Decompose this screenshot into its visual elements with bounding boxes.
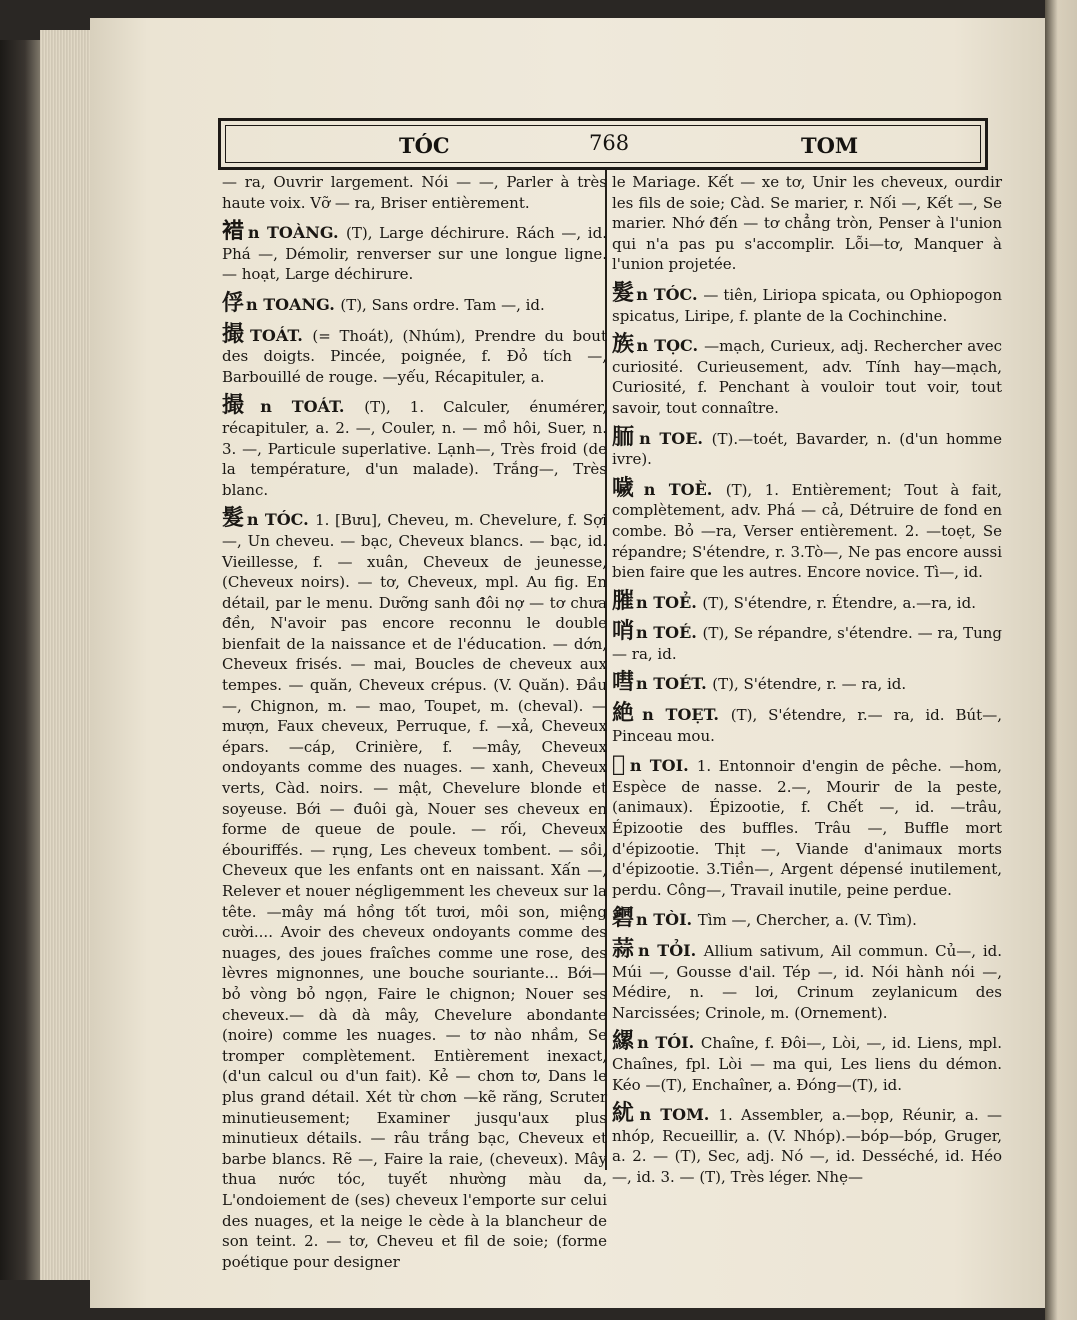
running-header — [218, 118, 988, 170]
entry-headword: n TOANG. — [246, 294, 341, 314]
dictionary-entry — [612, 618, 1002, 664]
dictionary-entry — [222, 218, 607, 285]
entry-headword: n TÓI. — [637, 1033, 701, 1053]
right-column — [612, 172, 1003, 1186]
chinese-character: 膗 — [612, 587, 635, 614]
chinese-character: 噦 — [612, 474, 642, 501]
chinese-character: 俘 — [222, 289, 245, 316]
dictionary-entry — [222, 320, 607, 388]
dictionary-entry — [222, 172, 607, 213]
entry-headword: n TOE. — [639, 428, 712, 448]
chinese-character: 髮 — [222, 505, 245, 532]
header-left-word: TÓC — [399, 133, 450, 158]
entry-definition: (T), S'étendre, r. Étendre, a.—ra, id. — [702, 593, 976, 612]
chinese-character: 紌 — [612, 1100, 638, 1127]
dictionary-entry — [612, 587, 1002, 614]
chinese-character: 縲 — [612, 1028, 636, 1055]
entry-definition: Tìm —, Chercher, a. (V. Tìm). — [697, 911, 917, 930]
entry-definition: (T).—toét, Bavarder, n. (d'un homme ivre). — [612, 429, 1002, 469]
entry-definition: 1. Assembler, a.—bọp, Réunir, a. —nhóp, Recueillir, a. (V. Nhóp).—bóp—bóp, Gruger, a. 2. — (T), Sec, adj. Nó —, id. Desséché, id. Héo —, id. 3. — (T), Très léger. Nhẹ— — [612, 1106, 1002, 1186]
entry-definition: Allium sativum, Ail commun. Củ—, id. Múi —, Gousse d'ail. Tép —, id. Nói hành nói —, Médire, n. — lơi, Crinum zeylanicum des Narcissées; Crinole, m. (Ornement). — [612, 942, 1002, 1022]
chinese-character: 胹 — [612, 423, 638, 450]
chinese-character: 嘒 — [612, 669, 635, 696]
entry-headword: n TOI. — [629, 756, 697, 776]
entry-headword: n TOÁT. — [260, 397, 365, 417]
entry-headword: n TỎI. — [638, 941, 704, 960]
entry-headword: n TOÈ. — [643, 479, 726, 499]
entry-headword: TOÁT. — [249, 325, 313, 345]
dictionary-entry — [612, 936, 1002, 1023]
chinese-character: 哨 — [612, 618, 635, 645]
entry-headword: n TOÀNG. — [247, 223, 347, 243]
dictionary-entry — [612, 1028, 1002, 1095]
entry-definition: (T), 1. Calculer, énumérer, récapituler, a. 2. —, Couler, n. — mồ hôi, Suer, n. 3. —, Particule superlative. Lạnh—, Très froid (de la température, d'un malade). Trắng—, Très blanc. — [222, 398, 607, 499]
facing-page-edge — [1045, 0, 1077, 1320]
entry-definition: (T), Se répandre, s'étendre. — ra, Tung — ra, id. — [612, 624, 1002, 663]
entry-definition: 1. [Bưu], Cheveu, m. Chevelure, f. Sợi —, Un cheveu. — bạc, Cheveux blancs. — bạc, id. Vieillesse, f. — xuân, Cheveux de jeunesse, (Cheveux noirs). — tơ, Cheveux, mpl. Au fig. En détail, par le menu. Dưỡng sanh đôi nợ — tơ chưa đền, N'avoir pas encore reconnu le double bienfait de la naissance et de l'éducation. — dớn, Cheveux frisés. — mai, Boucles de cheveux aux tempes. — quăn, Cheveux crépus. (V. Quăn). Đầu —, Chignon, m. — mao, Toupet, m. (cheval). — mượn, Faux cheveux, Perruque, f. —xả, Cheveux épars. —cáp, Crinière, f. —mây, Cheveux ondoyants comme des nuages. — xanh, Cheveux verts, Càd. noirs. — mật, Chevelure blonde et soyeuse. Bới — đuôi gà, Nouer ses cheveux en forme de queue de poule. — rối, Cheveux ébouriffés. — rụng, Les cheveux tombent. — sồi, Cheveux que les enfants ont en naissant. Xấn —, Relever et nouer négligemment les cheveux sur la tête. —mây má hồng tốt tươi, môi son, miệng cười.... Avoir des cheveux ondoyants comme des nuages, des joues fraîches comme une rose, des lèvres mignonnes, une bouche souriante... Bới—bỏ vòng bỏ ngọn, Faire le chignon; Nouer ses cheveux.— dà dà mây, Chevelure abondante (noire) comme les nuages. — tơ nào nhầm, Se tromper complètement. Entièrement inexact, (d'un calcul ou d'un fait). Kẻ — chơn tơ, Dans le plus grand détail. Xét từ chơn —kẽ răng, Scruter minutieusement; Examiner jusqu'aux plus minutieux détails. — râu trắng bạc, Cheveux et barbe blancs. Rẽ —, Faire la raie, (cheveux). Mây thua nước tóc, tuyết nhường màu da, L'ondoiement de (ses) cheveux l'emporte sur celui des nuages, et la neige le cède à la blancheur de son teint. 2. — tơ, Cheveu et fil de soie; (forme poétique pour designer — [222, 511, 607, 1271]
chinese-character: 撮 — [222, 392, 259, 419]
dictionary-entry — [612, 474, 1002, 583]
entry-headword: n TÓC. — [636, 284, 704, 304]
dictionary-entry — [612, 700, 1002, 746]
entry-headword: n TOẸT. — [642, 705, 731, 725]
chinese-character: 族 — [612, 331, 635, 358]
dictionary-entry — [222, 289, 607, 316]
entry-definition: Chaîne, f. Đôi—, Lòi, —, id. Liens, mpl. Chaînes, fpl. Lòi — ma qui, Les liens du démon. Kéo —(T), Enchaîner, a. Đóng—(T), id. — [612, 1034, 1002, 1094]
entry-headword: n TỌC. — [636, 336, 705, 356]
entry-definition: (T), Large déchirure. Rách —, id. Phá —, Démolir, renverser sur une longue ligne. — hoạt, Large déchirure. — [222, 224, 607, 284]
entry-definition: (= Thoát), (Nhúm), Prendre du bout des doigts. Pincée, poignée, f. Đỏ tích —, Barbouillé de rouge. —yếu, Récapituler, a. — [222, 326, 607, 386]
chinese-character: 絶 — [612, 700, 641, 727]
entry-definition: (T), Sans ordre. Tam —, id. — [340, 295, 545, 314]
page-number: 768 — [589, 131, 630, 155]
entry-definition: 1. Entonnoir d'engin de pêche. —hom, Espèce de nasse. 2.—, Mourir de la peste, (animaux). Épizootie, f. Chết —, id. —trâu, Épizootie des buffles. Trâu —, Buffle mort d'épizootie. Thịt —, Viande d'animaux morts d'épizootie. 3.Tiền—, Argent dépensé inutilement, perdu. Công—, Travail inutile, peine perdue. — [612, 757, 1003, 899]
chinese-character: 髮 — [612, 279, 635, 306]
entry-definition: le Mariage. Kết — xe tơ, Unir les cheveux, ourdir les fils de soie; Càd. Se marier, r. Nối —, Kết —, Se marier. Nhớ đến — tơ chẳng tròn, Penser à l'union qui n'a pas pu s'accomplir. Lỗi—tơ, Manquer à l'union projetée. — [612, 173, 1002, 274]
dictionary-entry — [612, 1100, 1002, 1187]
chinese-character: 𤶐 — [612, 751, 628, 778]
dictionary-entry — [612, 669, 1002, 696]
dictionary-entry — [612, 331, 1002, 418]
dictionary-entry — [222, 505, 607, 1272]
dictionary-entry — [612, 172, 1002, 275]
entry-headword: n TOM. — [639, 1105, 719, 1125]
chinese-character: 撮 — [222, 320, 248, 347]
dictionary-entry — [612, 751, 1003, 900]
dictionary-entry — [612, 905, 1002, 932]
entry-headword: n TOÉ. — [636, 623, 703, 643]
entry-definition: (T), S'étendre, r.— ra, id. Bút—, Pinceau mou. — [612, 706, 1002, 745]
chinese-character: 𥖹 — [612, 905, 635, 932]
header-right-word: TOM — [801, 133, 859, 158]
dictionary-entry — [222, 392, 607, 500]
entry-definition: (T), 1. Entièrement; Tout à fait, complètement, adv. Phá — cả, Détruire de fond en combe. Bỏ —ra, Verser entièrement. 2. —toẹt, Se répandre; S'étendre, r. 3.Tò—, Ne pas encore aussi bien faire que les autres. Encore novice. Tì—, id. — [612, 480, 1002, 582]
entry-headword: n TÒI. — [636, 910, 698, 930]
entry-headword: n TOẺ. — [636, 592, 703, 612]
dictionary-entry — [612, 279, 1002, 326]
chinese-character: 蒜 — [612, 936, 637, 962]
entry-headword: n TOÉT. — [636, 674, 713, 694]
entry-headword: n TÓC. — [246, 510, 316, 530]
dictionary-entry — [612, 423, 1002, 470]
entry-definition: (T), S'étendre, r. — ra, id. — [712, 675, 907, 694]
entry-definition: — tiên, Liriopa spicata, ou Ophiopogon spicatus, Liripe, f. plante de la Cochinchine. — [612, 285, 1002, 325]
left-column — [222, 172, 607, 1271]
entry-definition: —mạch, Curieux, adj. Rechercher avec curiosité. Curieusement, adv. Tính hay—mạch, Curiosité, f. Penchant à vouloir tout voir, tout savoir, tout connaître. — [612, 337, 1002, 417]
chinese-character: 𧛊 — [222, 218, 246, 245]
entry-definition: — ra, Ouvrir largement. Nói — —, Parler à très haute voix. Vỡ — ra, Briser entièrement. — [222, 173, 607, 212]
